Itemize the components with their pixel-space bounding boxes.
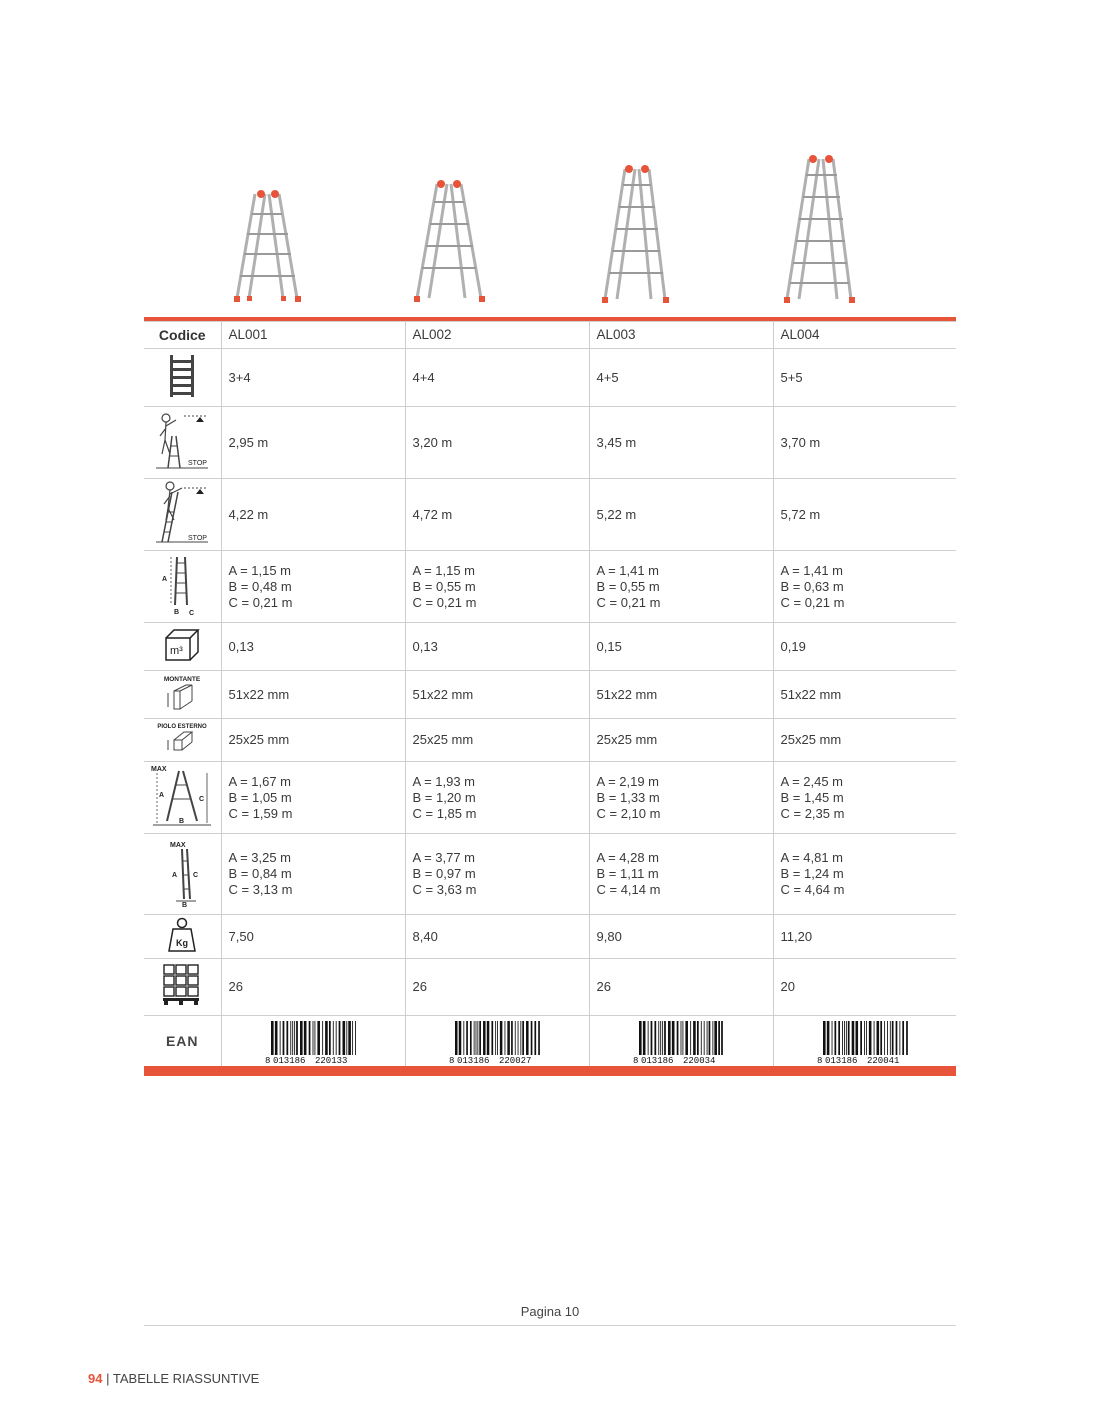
barcode-bar [520,1021,521,1055]
table-row-codice [144,322,956,349]
barcode-bar [477,1021,478,1055]
ladder-image-al003 [595,165,677,305]
pallet-boxes-icon [162,963,202,1007]
a-frame-max-icon [149,763,215,829]
extension-max-icon [152,837,212,907]
barcode-bar [474,1021,475,1055]
ean-cell [773,1016,956,1068]
max-a-frame-cell: A = 2,45 m B = 1,45 m C = 2,35 m [773,762,956,834]
closed-dims-cell: A = 1,15 m B = 0,55 m C = 0,21 m [405,551,589,623]
table-row-montante [144,671,956,719]
dim-b-text: B [174,608,180,616]
barcode-bar [709,1021,711,1055]
pallet-icon-cell [144,959,221,1016]
barcode-bar [325,1021,328,1055]
barcode-bar [336,1021,337,1055]
barcode-bar [495,1021,496,1055]
rung-profile-icon [150,720,214,756]
steps-icon-cell [144,349,221,407]
pallet-cell: 20 [773,959,956,1016]
barcode-bar [300,1021,303,1055]
ean-cell [221,1016,405,1068]
barcode-bar [704,1021,705,1055]
barcode-bar [682,1021,683,1055]
barcode-bar [827,1021,830,1055]
barcode-digits: 220034 [683,1055,716,1065]
stop-text: STOP [188,534,208,542]
barcode-bar [842,1021,843,1055]
weight-cell: 11,20 [773,915,956,959]
table-row-work-height-step [144,407,956,479]
max-extension-cell: A = 3,77 m B = 0,97 m C = 3,63 m [405,834,589,915]
steps-cell: 4+5 [589,349,773,407]
barcode-bar [329,1021,331,1055]
footer-separator: | [106,1371,110,1386]
barcode-bar [664,1021,666,1055]
barcode-bar [459,1021,462,1055]
dim-b-text: B [179,817,185,825]
barcode-bar [654,1021,656,1055]
barcode-bar [271,1021,274,1055]
barcode-bar [534,1021,536,1055]
barcode-bar [280,1021,281,1055]
barcode-digits: 8 [449,1055,455,1065]
barcode [815,1019,915,1065]
barcode-bar [643,1021,646,1055]
barcode-bar [505,1021,506,1055]
ean-cell [589,1016,773,1068]
barcode-bar [286,1021,288,1055]
max-extension-icon-cell [144,834,221,915]
rail-profile-icon [152,673,212,713]
barcode-bar [346,1021,347,1055]
barcode-bar [672,1021,675,1055]
barcode-bar [304,1021,307,1055]
barcode-bar [314,1021,315,1055]
barcode-digits: 013186 [824,1055,858,1065]
barcode-bar [466,1021,468,1055]
barcode-bar [313,1021,314,1055]
page-number: 94 [88,1371,103,1386]
barcode-bar [491,1021,493,1055]
barcode-bar [685,1021,688,1055]
montante-cell: 51x22 mm [221,671,405,719]
barcode-bar [866,1021,867,1055]
max-a-frame-icon-cell [144,762,221,834]
volume-cell: 0,19 [773,623,956,671]
weight-cell: 9,80 [589,915,773,959]
table-row-max-a-frame [144,762,956,834]
barcode-bar [902,1021,904,1055]
barcode-bar [515,1021,516,1055]
volume-cell: 0,13 [221,623,405,671]
barcode-bar [690,1021,691,1055]
weight-cell: 7,50 [221,915,405,959]
piolo-cell: 25x25 mm [221,719,405,762]
barcode-bar [714,1021,717,1055]
barcode-bar [455,1021,458,1055]
barcode-digits: 220041 [866,1055,900,1065]
dim-b-text: B [182,902,188,907]
table-row-steps [144,349,956,407]
barcode-bar [838,1021,840,1055]
max-extension-cell: A = 3,25 m B = 0,84 m C = 3,13 m [221,834,405,915]
barcode-bar [668,1021,671,1055]
work-height-step-cell: 3,45 m [589,407,773,479]
work-height-step-cell: 3,70 m [773,407,956,479]
piolo-cell: 25x25 mm [589,719,773,762]
barcode-digits: 013186 [641,1055,674,1065]
table-row-work-height-ext [144,479,956,551]
pallet-cell: 26 [589,959,773,1016]
code-cell: AL003 [589,322,773,349]
barcode-bar [518,1021,519,1055]
cube-volume-icon [163,627,201,663]
barcode-bar [873,1021,874,1055]
barcode-bar [834,1021,836,1055]
barcode-bar [275,1021,278,1055]
barcode-bar [660,1021,661,1055]
barcode-bar [538,1021,540,1055]
barcode-bar [707,1021,708,1055]
volume-cell: 0,15 [589,623,773,671]
dim-a-text: A [159,791,165,799]
barcode-digits: 8 [633,1055,639,1065]
barcode-bar [322,1021,323,1055]
pallet-cell: 26 [221,959,405,1016]
codice-header [144,322,221,349]
barcode-bar [880,1021,882,1055]
max-extension-cell: A = 4,28 m B = 1,11 m C = 4,14 m [589,834,773,915]
barcode-bar [343,1021,346,1055]
table-row-pallet [144,959,956,1016]
barcode-digits: 013186 [457,1055,490,1065]
barcode-bar [317,1021,320,1055]
barcode-bar [906,1021,908,1055]
ean-label: EAN [165,1033,199,1049]
barcode-bar [693,1021,696,1055]
barcode-bar [487,1021,490,1055]
barcode-digits: 8 [816,1055,823,1065]
weight-icon-cell [144,915,221,959]
barcode-bar [890,1021,891,1055]
piolo-cell: 25x25 mm [773,719,956,762]
ladder-image-al002 [407,180,491,305]
barcode-bar [479,1021,481,1055]
piolo-icon-cell [144,719,221,762]
dim-c-text: C [193,872,199,879]
ladder-image-al004 [777,155,861,305]
max-a-frame-cell: A = 1,93 m B = 1,20 m C = 1,85 m [405,762,589,834]
person-extension-ladder-icon [152,480,212,546]
page-label: Pagina 10 [520,1304,580,1319]
barcode-bar [869,1021,872,1055]
piolo-cell: 25x25 mm [405,719,589,762]
work-height-ext-cell: 5,22 m [589,479,773,551]
barcode-bar [831,1021,832,1055]
spec-table [144,321,956,1068]
table-row-ean [144,1016,956,1068]
ean-cell [405,1016,589,1068]
barcode-bar [712,1021,713,1055]
code-cell: AL004 [773,322,956,349]
stop-text: STOP [188,459,208,467]
dim-a-text: A [162,575,168,583]
barcode-bar [483,1021,486,1055]
barcode-bar [355,1021,356,1055]
barcode-bar [721,1021,723,1055]
max-text: MAX [151,765,167,773]
barcode-bar [522,1021,524,1055]
barcode-bar [892,1021,894,1055]
barcode-bar [681,1021,682,1055]
table-row-weight [144,915,956,959]
barcode-bar [507,1021,510,1055]
page-footer [88,1371,259,1386]
steps-cell: 4+4 [405,349,589,407]
table-row-closed-dims [144,551,956,623]
barcode-bar [848,1021,850,1055]
work-height-step-cell: 3,20 m [405,407,589,479]
barcode-bar [860,1021,862,1055]
barcode-bar [497,1021,498,1055]
barcode-bar [651,1021,653,1055]
barcode-bar [899,1021,900,1055]
max-a-frame-cell: A = 2,19 m B = 1,33 m C = 2,10 m [589,762,773,834]
barcode-digits: 8 [265,1055,271,1065]
barcode-bar [296,1021,298,1055]
table-row-max-extension [144,834,956,915]
barcode-bar [697,1021,699,1055]
barcode-bar [855,1021,858,1055]
footer-divider [144,1325,956,1326]
barcode-digits: 013186 [273,1055,306,1065]
steps-cell: 3+4 [221,349,405,407]
barcode-bar [283,1021,285,1055]
barcode-bar [887,1021,888,1055]
work-height-ext-cell: 4,72 m [405,479,589,551]
barcode-bar [639,1021,642,1055]
work-height-ext-icon-cell [144,479,221,551]
barcode-bar [511,1021,513,1055]
barcode-bar [309,1021,311,1055]
work-height-step-icon-cell [144,407,221,479]
barcode-bar [876,1021,879,1055]
person-stepladder-icon [152,410,212,472]
barcode-bar [846,1021,847,1055]
max-text: MAX [170,842,186,849]
dim-c-text: C [189,609,195,617]
barcode-bar [470,1021,472,1055]
barcode-bar [701,1021,702,1055]
steps-cell: 5+5 [773,349,956,407]
barcode-bar [718,1021,720,1055]
ladder-image-al001 [225,190,307,305]
barcode-digits: 220133 [315,1055,348,1065]
dim-a-text: A [172,872,178,879]
work-height-ext-cell: 5,72 m [773,479,956,551]
piolo-text: PIOLO ESTERNO [157,724,207,730]
barcode-bar [333,1021,334,1055]
code-cell: AL002 [405,322,589,349]
work-height-step-cell: 2,95 m [221,407,405,479]
montante-text: MONTANTE [164,675,201,683]
barcode-bar [352,1021,353,1055]
barcode-bar [463,1021,464,1055]
ean-header [144,1016,221,1068]
closed-dims-cell: A = 1,41 m B = 0,63 m C = 0,21 m [773,551,956,623]
barcode-bar [851,1021,854,1055]
code-cell: AL001 [221,322,405,349]
barcode-bar [290,1021,291,1055]
barcode-bar [531,1021,533,1055]
barcode [631,1019,731,1065]
barcode-bar [662,1021,663,1055]
product-images [221,150,956,315]
barcode-bar [500,1021,503,1055]
barcode-bar [476,1021,477,1055]
max-extension-cell: A = 4,81 m B = 1,24 m C = 4,64 m [773,834,956,915]
closed-ladder-dimensions-icon [157,553,207,617]
montante-cell: 51x22 mm [773,671,956,719]
work-height-ext-cell: 4,22 m [221,479,405,551]
barcode-digits: 220027 [499,1055,532,1065]
barcode-bar [294,1021,295,1055]
table-row-volume [144,623,956,671]
barcode-bar [864,1021,865,1055]
montante-icon-cell [144,671,221,719]
montante-cell: 51x22 mm [589,671,773,719]
barcode-bar [884,1021,885,1055]
barcode [447,1019,547,1065]
kg-text: Kg [176,937,189,948]
ladder-steps-icon [167,354,197,398]
barcode-bar [339,1021,341,1055]
barcode-bar [823,1021,826,1055]
dim-c-text: C [199,795,205,803]
closed-dims-cell: A = 1,41 m B = 0,55 m C = 0,21 m [589,551,773,623]
weight-cell: 8,40 [405,915,589,959]
closed-dims-icon-cell [144,551,221,623]
codice-label: Codice [158,326,206,343]
barcode [263,1019,363,1065]
volume-icon-cell [144,623,221,671]
closed-dims-cell: A = 1,15 m B = 0,48 m C = 0,21 m [221,551,405,623]
barcode-bar [648,1021,649,1055]
barcode-bar [677,1021,679,1055]
barcode-bar [844,1021,845,1055]
montante-cell: 51x22 mm [405,671,589,719]
max-a-frame-cell: A = 1,67 m B = 1,05 m C = 1,59 m [221,762,405,834]
barcode-bar [348,1021,351,1055]
table-bottom-accent-bar [144,1066,956,1076]
weight-kg-icon [167,917,197,953]
section-title: TABELLE RIASSUNTIVE [112,1371,260,1386]
table-row-piolo [144,719,956,762]
barcode-bar [292,1021,293,1055]
barcode-bar [895,1021,897,1055]
barcode-bar [526,1021,529,1055]
barcode-bar [658,1021,659,1055]
pallet-cell: 26 [405,959,589,1016]
volume-cell: 0,13 [405,623,589,671]
m3-text: m³ [170,644,184,657]
